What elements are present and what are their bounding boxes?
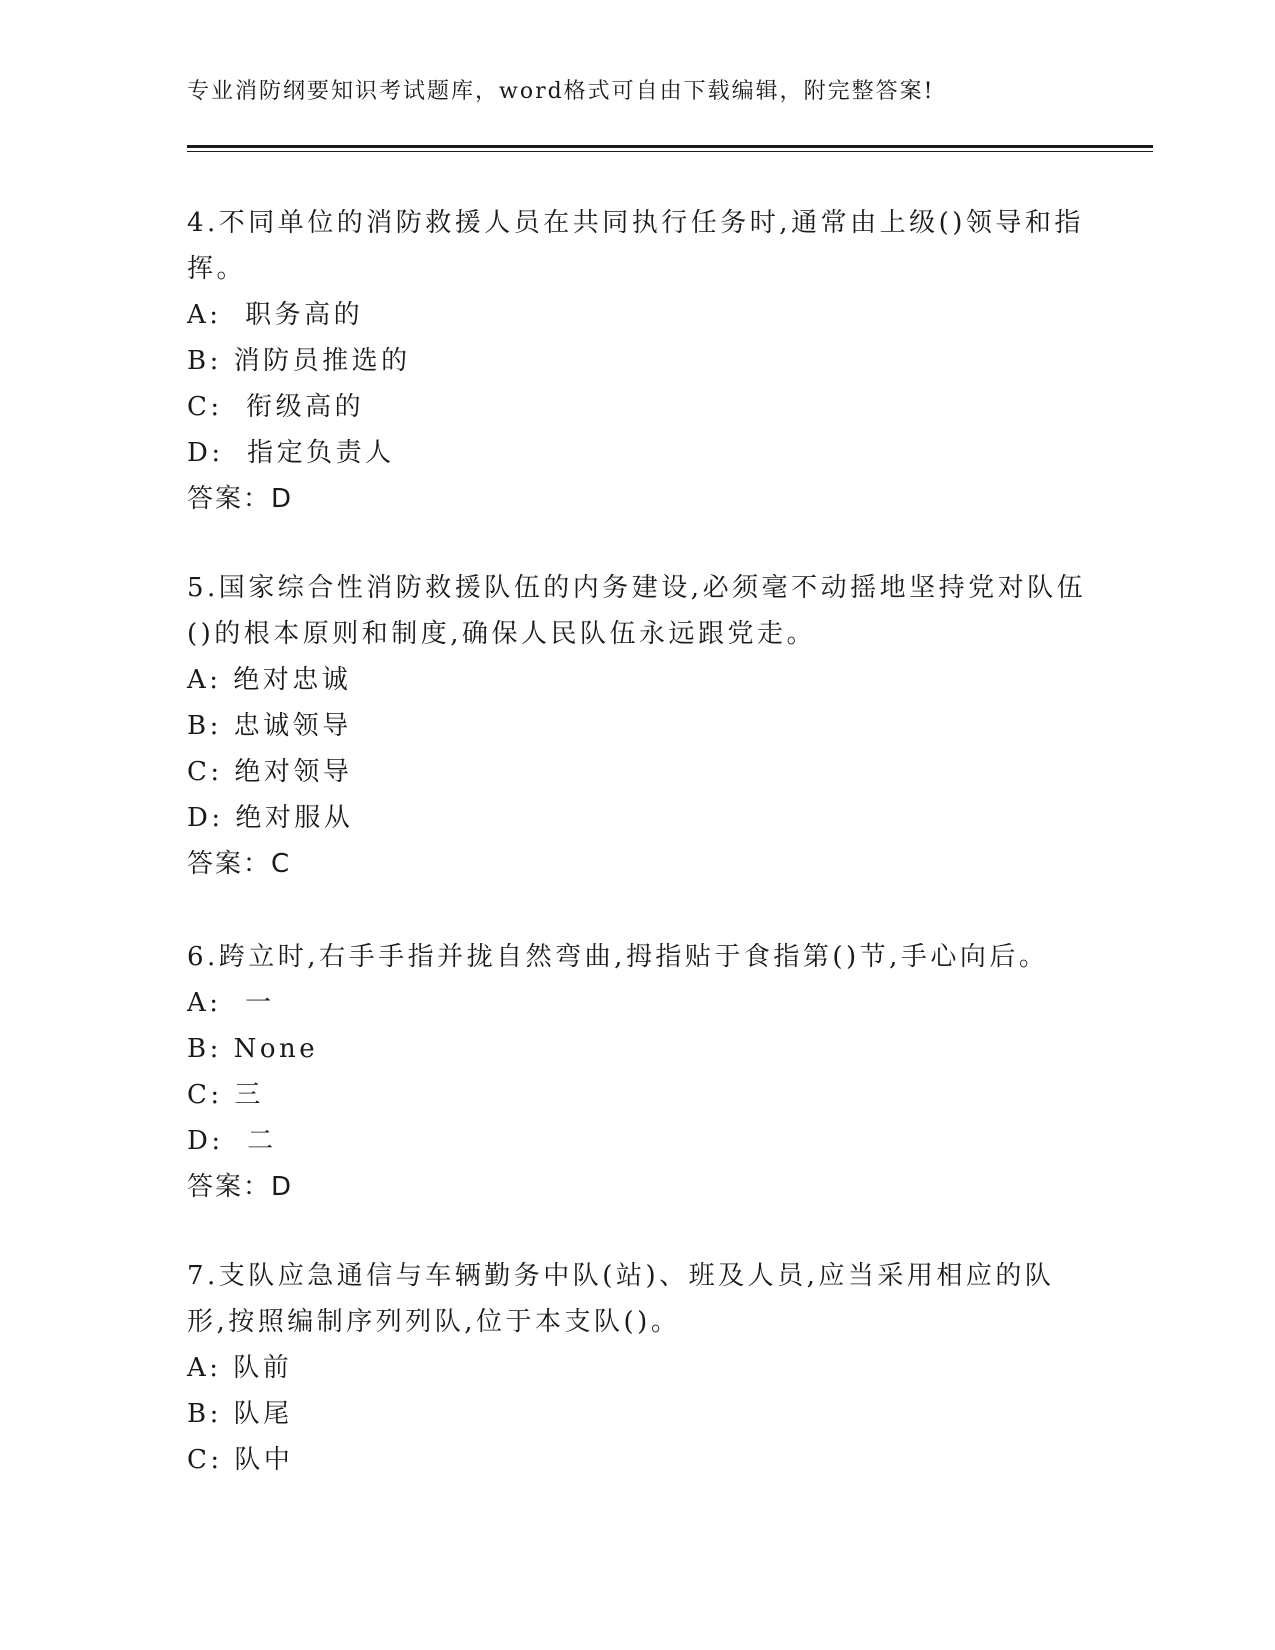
option-c: C: 队中	[187, 1445, 294, 1475]
option-c: C: 三	[187, 1080, 264, 1110]
option-b: B: 消防员推选的	[187, 346, 411, 376]
option-c: C: 衔级高的	[187, 392, 365, 422]
option-d: D: 二	[187, 1126, 277, 1156]
option-b: B: 忠诚领导	[187, 711, 352, 741]
question-7	[187, 1253, 1087, 1483]
option-a: A: 绝对忠诚	[187, 665, 352, 695]
question-text: 5.国家综合性消防救援队伍的内务建设,必须毫不动摇地坚持党对队伍()的根本原则和制度,确保人民队伍永远跟党走。	[187, 573, 1087, 649]
document-header: 专业消防纲要知识考试题库，word格式可自由下载编辑，附完整答案!	[187, 79, 935, 104]
option-a: A: 一	[187, 988, 275, 1018]
option-b: B: None	[187, 1034, 319, 1064]
answer: 答案：C	[187, 849, 292, 879]
option-d: D: 绝对服从	[187, 803, 354, 833]
header-rule-thick	[187, 145, 1153, 148]
answer: 答案：D	[187, 484, 294, 514]
header-rule-thin	[187, 151, 1153, 152]
question-4	[187, 200, 1087, 522]
option-b: B: 队尾	[187, 1399, 293, 1429]
question-text: 7.支队应急通信与车辆勤务中队(站)、班及人员,应当采用相应的队形,按照编制序列列队,位于本支队()。	[187, 1261, 1055, 1337]
option-c: C: 绝对领导	[187, 757, 353, 787]
option-a: A: 职务高的	[187, 300, 364, 330]
answer: 答案：D	[187, 1172, 294, 1202]
option-d: D: 指定负责人	[187, 438, 395, 468]
option-a: A: 队前	[187, 1353, 293, 1383]
question-6	[187, 934, 1087, 1210]
question-text: 4.不同单位的消防救援人员在共同执行任务时,通常由上级()领导和指挥。	[187, 208, 1084, 284]
question-text: 6.跨立时,右手手指并拢自然弯曲,拇指贴于食指第()节,手心向后。	[187, 942, 1049, 972]
question-5	[187, 565, 1087, 887]
